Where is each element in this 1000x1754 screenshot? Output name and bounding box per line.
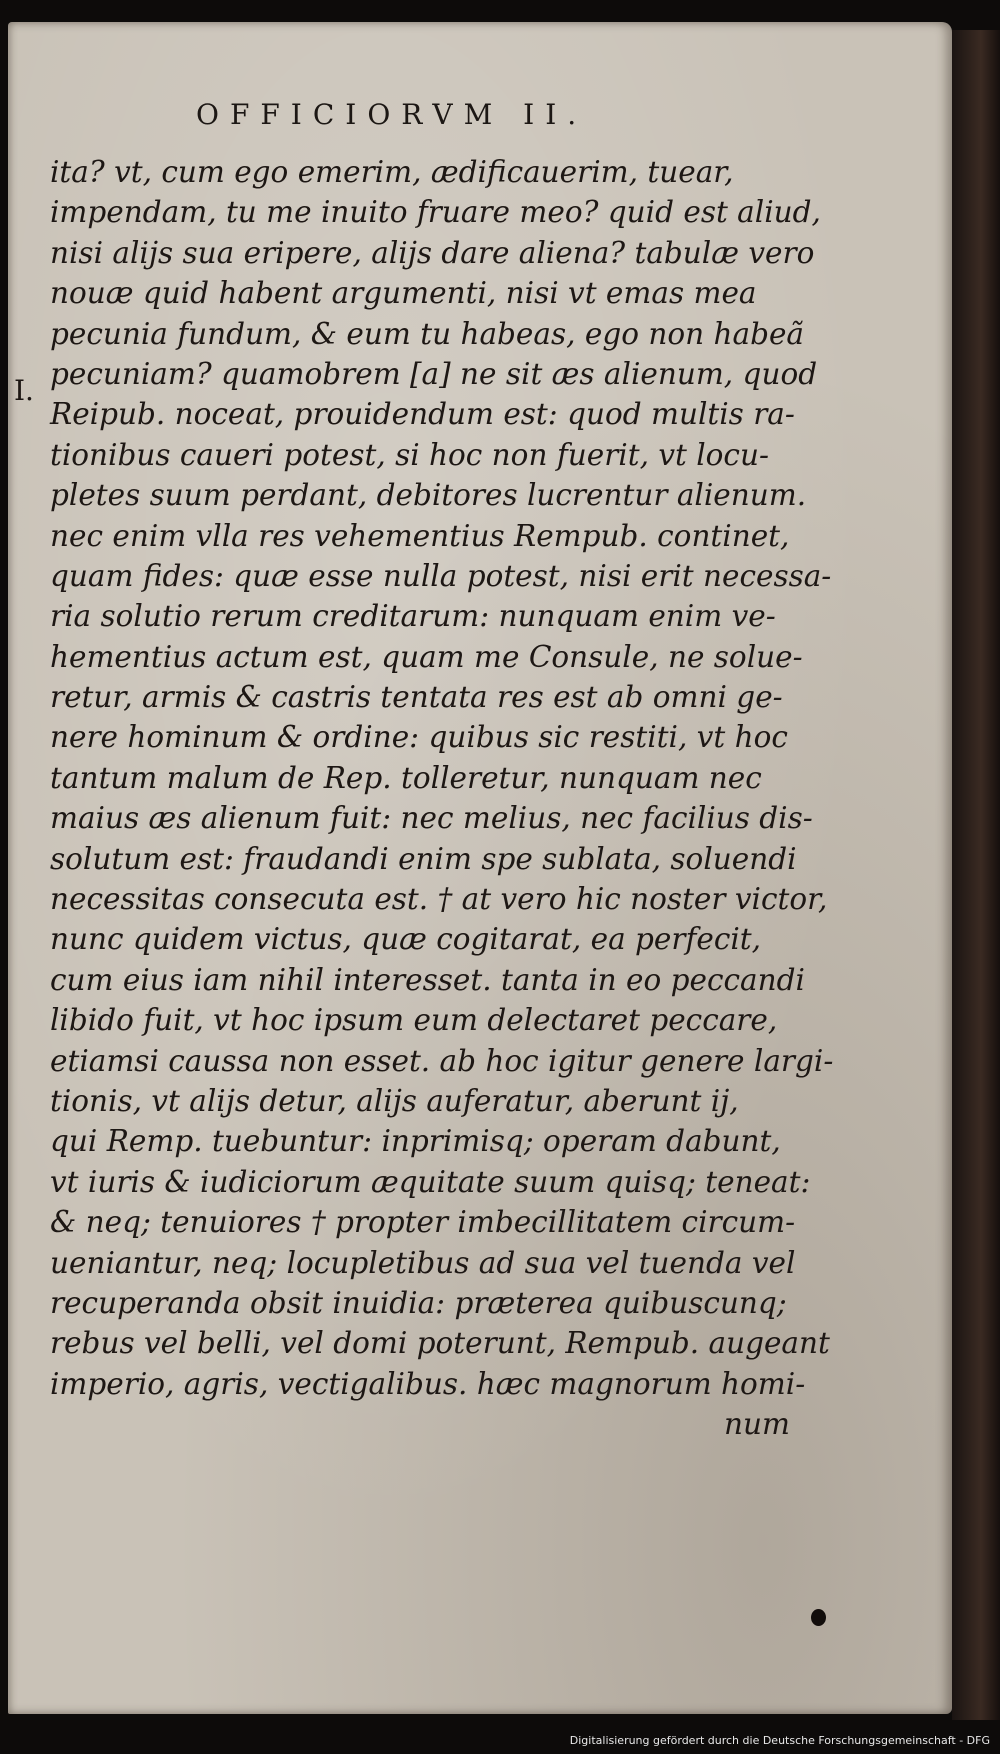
text-line: tionibus caueri potest, si hoc non fuerit, vt locu-	[50, 437, 769, 472]
text-line: rebus vel belli, vel domi poterunt, Rempub. augeant	[50, 1326, 830, 1361]
text-line: ueniantur, neq; locupletibus ad sua vel tuenda vel	[50, 1245, 796, 1280]
running-head: OFFICIORVM II.	[196, 98, 588, 131]
text-line: tionis, vt alijs detur, alijs auferatur, aberunt ij,	[50, 1083, 739, 1118]
text-line: ita? vt, cum ego emerim, ædificauerim, tuear,	[50, 155, 734, 189]
text-line: necessitas consecuta est. † at vero hic noster victor,	[50, 882, 828, 917]
text-line: maius æs alienum fuit: nec melius, nec facilius dis-	[50, 801, 813, 836]
text-line: tantum malum de Rep. tolleretur, nunquam nec	[50, 760, 762, 795]
text-line: vt iuris & iudiciorum æquitate suum quisq; teneat:	[50, 1164, 811, 1199]
text-line: pletes suum perdant, debitores lucrentur alienum.	[50, 478, 807, 513]
text-line: nere hominum & ordine: quibus sic restiti, vt hoc	[50, 720, 788, 755]
text-line: nec enim vlla res vehementius Rempub. continet,	[50, 518, 790, 553]
text-line: pecuniam? quamobrem [a] ne sit æs alienum, quod	[50, 356, 818, 391]
text-line: cum eius iam nihil interesset. tanta in eo peccandi	[50, 962, 805, 997]
text-line: solutum est: fraudandi enim spe sublata, soluendi	[50, 841, 797, 876]
text-line: nunc quidem victus, quæ cogitarat, ea perfecit,	[50, 922, 762, 957]
text-line: qui Remp. tuebuntur: inprimisq; operam dabunt,	[50, 1124, 781, 1159]
text-line: impendam, tu me inuito fruare meo? quid est aliud,	[50, 195, 821, 230]
text-line: nisi alijs sua eripere, alijs dare aliena? tabulæ vero	[50, 235, 815, 270]
text-line: hementius actum est, quam me Consule, ne solue-	[50, 639, 803, 674]
ink-spot	[811, 1609, 826, 1626]
text-line: nouæ quid habent argumenti, nisi vt emas mea	[50, 276, 757, 311]
text-line: & neq; tenuiores † propter imbecillitatem circum-	[50, 1205, 796, 1240]
text-line: quam fides: quæ esse nulla potest, nisi erit necessa-	[50, 558, 832, 593]
book-fore-edge	[952, 30, 1000, 1720]
text-line: pecunia fundum, & eum tu habeas, ego non habeã	[50, 316, 805, 351]
text-line: imperio, agris, vectigalibus. hæc magnorum homi-	[50, 1366, 806, 1401]
text-line: recuperanda obsit inuidia: præterea quibuscunq;	[50, 1285, 787, 1320]
body-text	[50, 152, 834, 1445]
text-line: libido fuit, vt hoc ipsum eum delectaret peccare,	[50, 1003, 778, 1038]
margin-note: I.	[14, 374, 34, 407]
text-line: etiamsi caussa non esset. ab hoc igitur genere largi-	[50, 1043, 834, 1078]
text-line: Reipub. noceat, prouidendum est: quod multis ra-	[50, 397, 795, 432]
catchword: num	[724, 1407, 790, 1442]
digitization-credit: Digitalisierung gefördert durch die Deutsche Forschungsgemeinschaft - DFG	[569, 1734, 990, 1747]
text-line: retur, armis & castris tentata res est ab omni ge-	[50, 680, 783, 715]
text-line: ria solutio rerum creditarum: nunquam enim ve-	[50, 599, 776, 634]
